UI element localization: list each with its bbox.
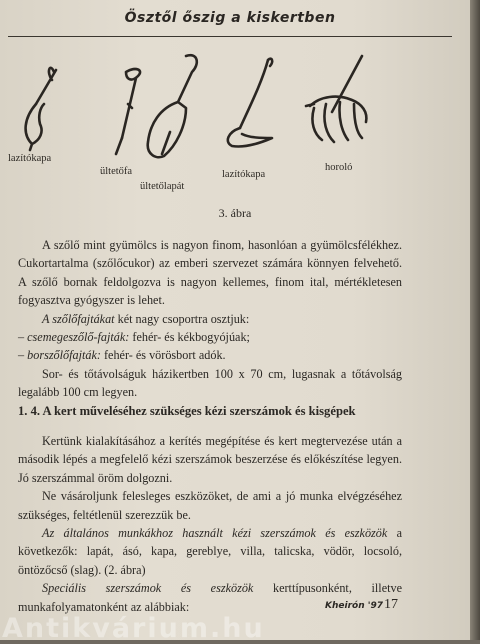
special-tools-rest: kerttípusonként, illetve munkafolyamatonként az alábbiak: xyxy=(18,581,402,614)
list-text: fehér- és kékbogyójúak; xyxy=(129,330,250,345)
section-heading: 1. 4. A kert műveléséhez szükséges kézi szerszámok és kisgépek xyxy=(18,404,356,418)
intro-text xyxy=(18,236,402,402)
section-text xyxy=(18,432,402,616)
paragraph-grape: A szőlő mint gyümölcs is nagyon finom, hasonlóan a gyümölcsfélékhez. Cukortartalma (szőlőcukor) az emberi szervezet számára könnyen felvehető. A szőlő bornak feldolgozva is nagyon kellemes, finom ital, mértékletesen fogyasztva gyógyszer is lehet. xyxy=(18,238,402,308)
general-tools-rest: a következők: lapát, ásó, kapa, gereblye, villa, talicska, vödör, locsoló, öntözőcső (slag). (2. ábra) xyxy=(18,526,402,577)
label-rake: horoló xyxy=(325,162,353,173)
garden-tools-illustration xyxy=(10,42,450,212)
list-dash: – xyxy=(18,330,28,345)
publisher-mark: Kheirón '97 xyxy=(325,601,384,611)
term-wine-grapes: borszőlőfajták: xyxy=(27,348,101,363)
term-general-tools: Az általános munkákhoz használt kézi szerszámok és eszközök xyxy=(42,526,388,541)
list-item xyxy=(18,346,402,364)
page-number: 17 xyxy=(384,597,398,612)
label-trowel: ültetőlapát xyxy=(140,181,185,192)
paragraph-spacing: Sor- és tőtávolságuk házikertben 100 x 70 cm, lugasnak a tőtávolság legalább 100 cm legyen. xyxy=(18,366,402,400)
header-rule xyxy=(8,36,452,37)
paragraph-purchase: Ne vásároljunk felesleges eszközöket, de ami a jó munka elvégzéséhez szükséges, feltétlenül szerezzük be. xyxy=(18,489,402,522)
varieties-rest: két nagy csoportra osztjuk: xyxy=(114,311,250,326)
running-header: Ösztől őszig a kiskertben xyxy=(124,10,336,26)
figure-caption: 3. ábra xyxy=(218,206,252,220)
list-text: fehér- és vörösbort adók. xyxy=(100,348,226,363)
paragraph-general-tools xyxy=(18,524,402,579)
rake-tool xyxy=(306,56,366,142)
dibber-tool xyxy=(116,69,140,154)
trowel-tool xyxy=(148,55,197,157)
term-table-grapes: csemegeszőlő-fajták: xyxy=(27,330,130,345)
page-edge xyxy=(470,0,480,640)
hoe-tool-1 xyxy=(26,68,56,150)
paragraph-tools-intro: Kertünk kialakításához a kerítés megépítése és kert megtervezése után a második lépés a megfelelő kézi szerszámok beszerzése és előkészítése legyen. Jó szerszámmal öröm dolgozni. xyxy=(18,434,402,485)
term-special-tools: Speciális szerszámok és eszközök xyxy=(42,581,254,596)
label-hoe-2: lazítókapa xyxy=(222,169,266,180)
hoe-tool-2 xyxy=(228,59,272,147)
term-grape-varieties: A szőlőfajtákat xyxy=(42,311,115,326)
watermark: Antikvárium.hu xyxy=(2,613,265,644)
list-dash: – xyxy=(18,348,28,363)
label-hoe-1: lazítókapa xyxy=(8,153,52,164)
label-dibber: ültetőfa xyxy=(100,166,133,177)
list-item xyxy=(18,328,402,346)
paragraph-varieties xyxy=(18,310,402,328)
